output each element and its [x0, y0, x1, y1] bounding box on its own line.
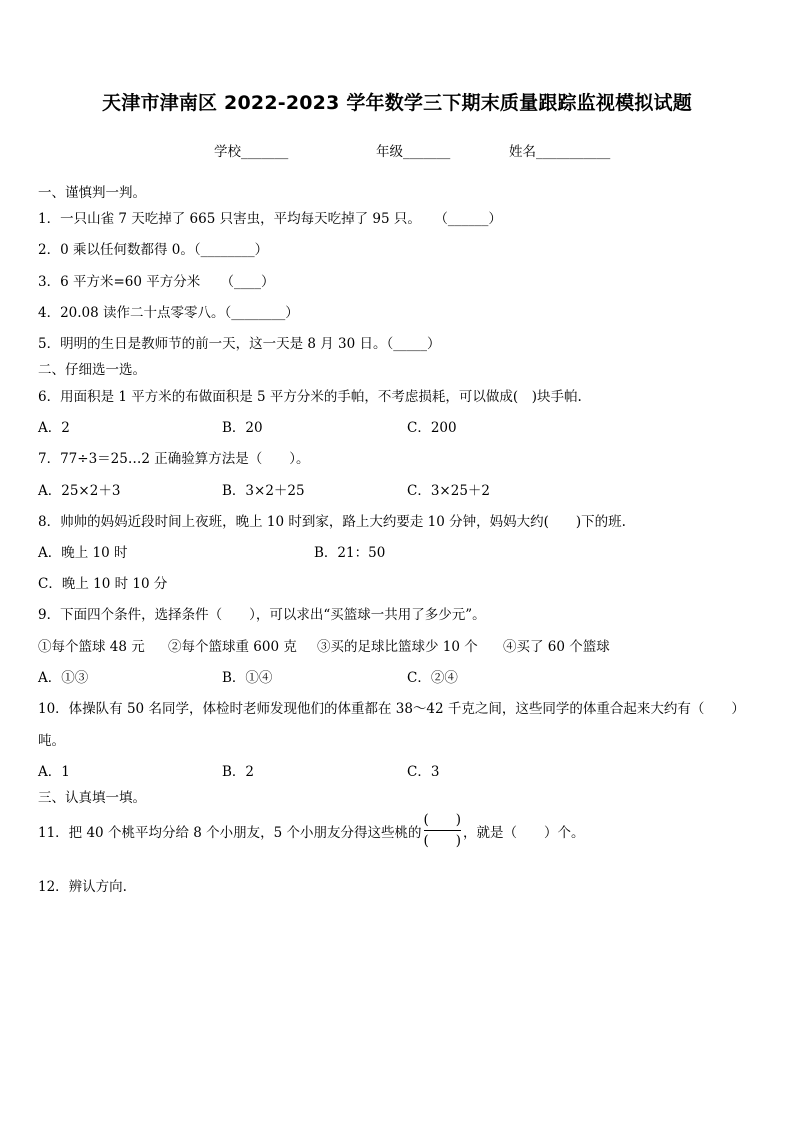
question-1: 1．一只山雀 7 天吃掉了 665 只害虫，平均每天吃掉了 95 只。 （______）	[38, 211, 502, 227]
page-title: 天津市津南区 2022-2023 学年数学三下期末质量跟踪监视模拟试题	[102, 92, 692, 114]
option-8b: B．21：50	[314, 545, 386, 561]
condition-9-3: ③买的足球比篮球少 10 个	[317, 639, 478, 655]
fraction-denominator: ( )	[423, 833, 462, 849]
option-8c: C．晚上 10 时 10 分	[38, 576, 168, 592]
question-6: 6．用面积是 1 平方米的布做面积是 5 平方分米的手帕，不考虑损耗，可以做成( )块手帕.	[38, 389, 582, 405]
school-field: 学校_______	[214, 144, 289, 160]
question-5: 5．明明的生日是教师节的前一天，这一天是 8 月 30 日。（_____）	[38, 336, 441, 352]
option-6c: C．200	[407, 420, 457, 436]
section-heading-1: 一、谨慎判一判。	[38, 185, 146, 201]
option-7b: B．3×2＋25	[222, 483, 305, 499]
condition-9-2: ②每个篮球重 600 克	[168, 639, 297, 655]
fraction-blank	[424, 812, 462, 849]
option-10b: B．2	[222, 764, 255, 780]
fraction-numerator: ( )	[423, 812, 462, 828]
question-11	[38, 812, 585, 849]
question-8: 8．帅帅的妈妈近段时间上夜班，晚上 10 时到家，路上大约要走 10 分钟，妈妈大约( )下的班.	[38, 514, 626, 530]
question-3: 3．6 平方米=60 平方分米 （____）	[38, 274, 275, 290]
option-6b: B．20	[222, 420, 263, 436]
option-10a: A．1	[38, 764, 70, 780]
option-9a: A．①③	[38, 670, 89, 686]
question-4: 4．20.08 读作二十点零零八。（________）	[38, 305, 299, 321]
question-10-cont: 吨。	[38, 733, 65, 749]
option-8a: A．晚上 10 时	[38, 545, 128, 561]
condition-9-1: ①每个篮球 48 元	[38, 639, 145, 655]
fraction-bar	[424, 830, 462, 831]
grade-field: 年级_______	[376, 144, 451, 160]
option-7a: A．25×2＋3	[38, 483, 121, 499]
question-2: 2．0 乘以任何数都得 0。（________）	[38, 242, 269, 258]
option-6a: A．2	[38, 420, 70, 436]
question-10: 10．体操队有 50 名同学，体检时老师发现他们的体重都在 38～42 千克之间，这些同学的体重合起来大约有（ ）	[38, 701, 745, 717]
question-7: 7．77÷3＝25…2 正确验算方法是（ ）。	[38, 451, 310, 467]
option-7c: C．3×25＋2	[407, 483, 490, 499]
condition-9-4: ④买了 60 个篮球	[503, 639, 610, 655]
option-10c: C．3	[407, 764, 440, 780]
option-9b: B．①④	[222, 670, 273, 686]
question-12: 12．辨认方向.	[38, 879, 127, 895]
section-heading-2: 二、仔细选一选。	[38, 362, 146, 378]
question-11-text: 11．把 40 个桃平均分给 8 个小朋友，5 个小朋友分得这些桃的	[38, 824, 422, 841]
section-heading-3: 三、认真填一填。	[38, 790, 146, 806]
option-9c: C．②④	[407, 670, 458, 686]
name-field: 姓名___________	[509, 144, 611, 160]
question-9: 9．下面四个条件，选择条件（ ），可以求出“买篮球一共用了多少元”。	[38, 607, 486, 623]
question-11-tail: ，就是（ ）个。	[463, 824, 585, 841]
